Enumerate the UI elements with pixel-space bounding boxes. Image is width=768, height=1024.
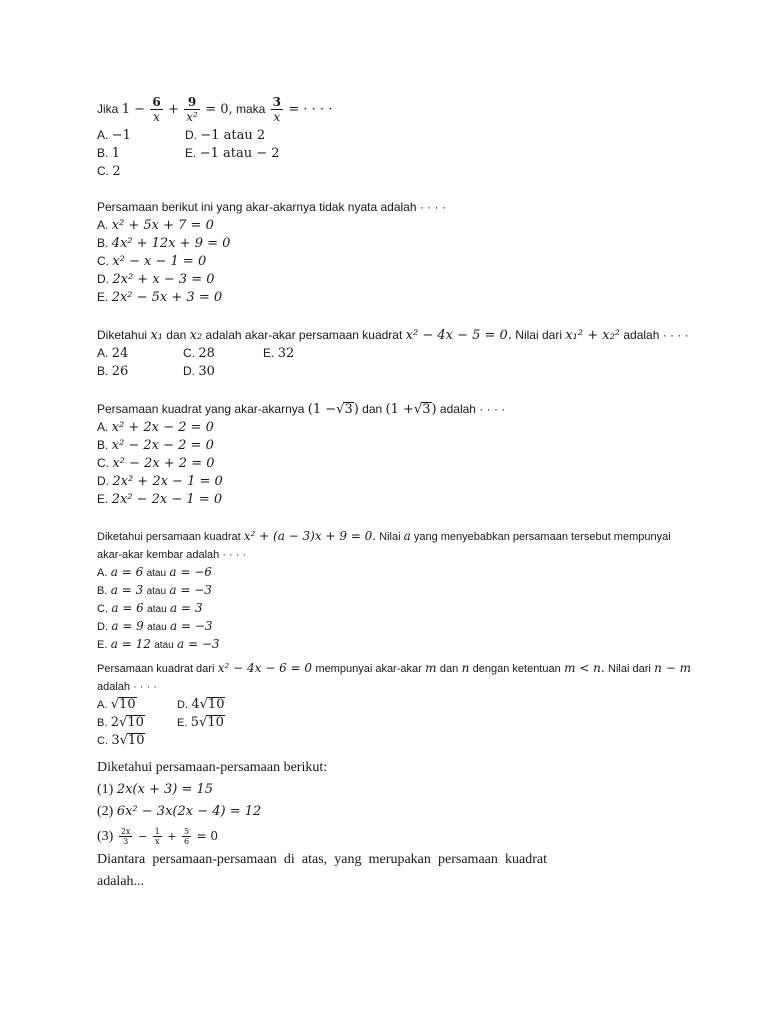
option-row: [97, 344, 697, 362]
option-e: E. −1 atau − 2: [185, 146, 280, 161]
question-4: [97, 400, 687, 508]
statement-1: (1) 2x(x + 3) = 15: [97, 782, 214, 797]
question-5-stem-cont: akar-akar kembar adalah · · · ·: [97, 549, 247, 561]
option-c: C. 2: [97, 164, 121, 179]
fraction: $\frac{6}{x}$: [152, 95, 161, 125]
question-6-stem: Persamaan kuadrat dari x² − 4x − 6 = 0 mempunyai akar-akar m dan n dengan ketentuan m < n. Nilai dari n − m: [97, 661, 691, 675]
option-a: A. √10: [97, 697, 136, 712]
question-4-stem: Persamaan kuadrat yang akar-akarnya (1 −√3) dan (1 +√3) adalah · · · ·: [97, 402, 506, 417]
question-1: [97, 92, 687, 180]
question-3-stem: Diketahui x₁ dan x₂ adalah akar-akar persamaan kuadrat x² − 4x − 5 = 0. Nilai dari x₁² + x₂² adalah · · · ·: [97, 328, 689, 343]
question-2-stem: Persamaan berikut ini yang akar-akarnya tidak nyata adalah · · · ·: [97, 200, 446, 214]
option-b: B. x² − 2x − 2 = 0: [97, 438, 214, 453]
option-a: A. −1: [97, 128, 131, 143]
question-1-stem: Jika 1 − $\frac{6}{x}$ + $\frac{9}{\text{x²}}$ = 0, maka $\frac{3}{x}$ = · · · ·: [97, 95, 333, 125]
option-e: E. a = 12 atau a = −3: [97, 637, 220, 651]
option-d: D. 30: [183, 364, 215, 379]
option-c: C. a = 6 atau a = 3: [97, 601, 203, 615]
option-d: D. 2x² + 2x − 1 = 0: [97, 474, 223, 489]
question-7-closing: Diantara persamaan-persamaan di atas, yang merupakan persamaan kuadrat: [97, 852, 547, 867]
option-d: D. 4√10: [177, 697, 225, 712]
option-a: A. 24: [97, 346, 129, 361]
option-d: D. −1 atau 2: [185, 128, 266, 143]
question-7-stem: Diketahui persamaan-persamaan berikut:: [97, 760, 328, 775]
option-c: C. 28: [183, 346, 215, 361]
option-e: E. 2x² − 5x + 3 = 0: [97, 290, 223, 305]
statement-3: (3) $\frac{2x}{3}$ − $\frac{1}{x}$ + $\frac{5}{6}$ = 0: [97, 827, 219, 847]
option-row: [97, 162, 687, 180]
option-b: B. 1: [97, 146, 120, 161]
question-7: [97, 757, 577, 893]
option-c: C. x² − 2x + 2 = 0: [97, 456, 215, 471]
option-a: A. x² + 5x + 7 = 0: [97, 218, 214, 233]
option-d: D. a = 9 atau a = −3: [97, 619, 213, 633]
option-a: A. a = 6 atau a = −6: [97, 565, 212, 579]
question-7-closing-cont: adalah...: [97, 874, 145, 889]
option-c: C. 3√10: [97, 733, 145, 748]
fraction: $\frac{2x}{3}$: [120, 827, 131, 847]
option-c: C. x² − x − 1 = 0: [97, 254, 207, 269]
option-a: A. x² + 2x − 2 = 0: [97, 420, 214, 435]
option-b: B. a = 3 atau a = −3: [97, 583, 212, 597]
statement-2: (2) 6x² − 3x(2x − 4) = 12: [97, 804, 262, 819]
question-2: [97, 198, 687, 306]
option-row: [97, 713, 697, 731]
fraction: $\frac{5}{6}$: [183, 827, 190, 847]
fraction: $\frac{3}{x}$: [272, 95, 282, 125]
question-3: [97, 326, 697, 380]
question-6: [97, 659, 697, 749]
option-row: [97, 731, 697, 749]
option-b: B. 4x² + 12x + 9 = 0: [97, 236, 231, 251]
fraction: $\frac{9}{\text{x²}}$: [186, 95, 198, 125]
question-6-stem-cont: adalah · · · ·: [97, 681, 157, 693]
option-row: [97, 144, 687, 162]
option-b: B. 2√10: [97, 715, 144, 730]
option-row: [97, 126, 687, 144]
option-row: [97, 695, 697, 713]
option-e: E. 2x² − 2x − 1 = 0: [97, 492, 223, 507]
option-row: [97, 362, 697, 380]
question-5-stem: Diketahui persamaan kuadrat x² + (a − 3)x + 9 = 0. Nilai a yang menyebabkan persamaan tersebut mempunyai: [97, 529, 671, 543]
option-e: E. 32: [263, 346, 295, 361]
option-b: B. 26: [97, 364, 129, 379]
option-e: E. 5√10: [177, 715, 224, 730]
question-5: [97, 527, 697, 653]
fraction: $\frac{1}{x}$: [154, 827, 160, 847]
option-d: D. 2x² + x − 3 = 0: [97, 272, 215, 287]
